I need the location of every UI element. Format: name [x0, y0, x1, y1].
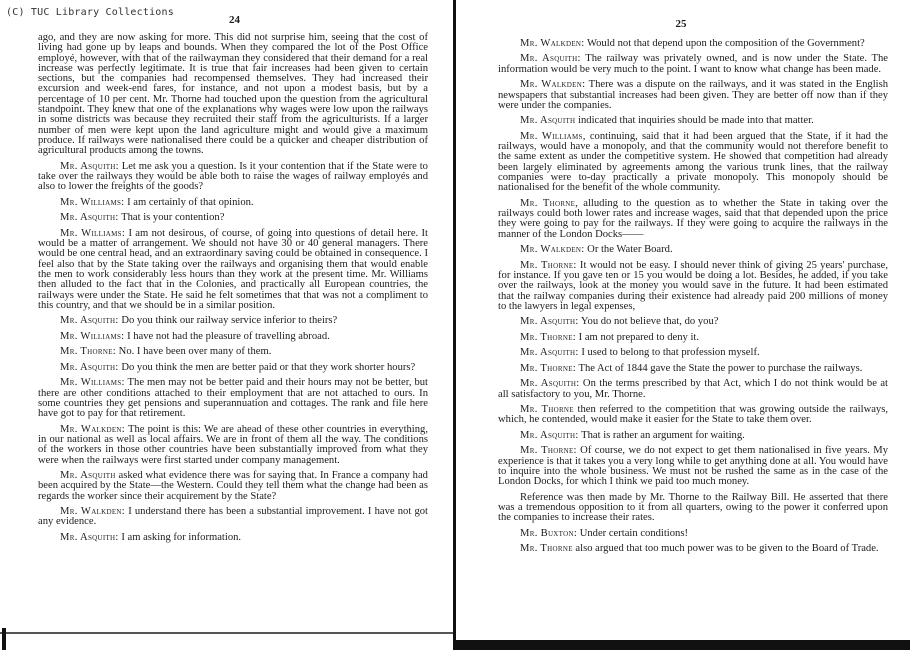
- paragraph-text: I am not prepared to deny it.: [576, 331, 699, 343]
- paragraph-text: I am not desirous, of course, of going into questions of detail here. It would be a matter of arrangement. We should not have 30 or 40 general managers. There would be one central head, and an extraordinary saving could be obtained in consequence. I feel also that by the State taking over the railways and organising them that would enable the men to work considerably less hours than they work at the present time. Mr. Williams then alluded to the fact that in the Colonies, and practically all European countries, the railways were under the State. He said he felt sometimes that that was not a compliment to this country, and that we should be in a similar position.: [38, 227, 428, 311]
- paragraph: [498, 245, 888, 255]
- paragraph: [38, 229, 428, 311]
- paragraph: [498, 333, 888, 343]
- speaker-name: Mr. Williams,: [520, 130, 586, 142]
- paragraph: [498, 544, 888, 554]
- paragraph-text: I understand there has been a substantial improvement. I have not got any evidence.: [38, 506, 428, 528]
- paragraph-text: The Act of 1844 gave the State the power to purchase the railways.: [576, 362, 863, 374]
- paragraph: [498, 493, 888, 524]
- paragraph: [38, 533, 428, 543]
- paragraph-text: There was a dispute on the railways, and it was stated in the English newspapers that substantial increases had been given. They are better off now than if they were under the companies.: [498, 79, 889, 111]
- paragraph-text: Do you think the men are better paid or that they work shorter hours?: [118, 361, 416, 373]
- paragraph: [498, 317, 888, 327]
- paragraph-text: indicated that inquiries should be made into that matter.: [575, 115, 814, 127]
- speaker-name: Mr. Asquith:: [520, 316, 579, 328]
- speaker-name: Mr. Asquith:: [520, 429, 579, 441]
- speaker-name: Mr. Walkden:: [520, 244, 585, 256]
- paragraph-text: That is your contention?: [118, 212, 225, 224]
- speaker-name: Mr. Thorne: [520, 543, 573, 555]
- paragraph-text: alluding to the question as to whether the State in taking over the railways could both lower rates and increase wages, said that that depended upon the price they were going to pay for the railways. If they were going to acquire the railways in the manner of the London Docks——: [498, 197, 888, 240]
- paragraph: [38, 162, 428, 193]
- paragraph-text: ago, and they are now asking for more. This did not surprise him, seeing that the cost of living had gone up by leaps and bounds. When they compared the lot of the Post Office employé, however, with that of the railwayman they considered that their demand for a real increase was perfectly legitimate. It is true that fair increases had been given to certain sections, but the companies had recompensed themselves. They had increased their excursion and week-end fares, for instance, and not upon a modest basis, but by a percentage of 10 per cent. Mr. Thorne had touched upon the question from the agricultural standpoint. They knew that one of the explanations why wages were low upon the railways in some districts was because they recruited their staff from the agriculturists. If a larger number of men were kept upon the land agriculture might and would give a maximum produce. If railways were nationalised there could be a quicker and cheaper distribution of agricultural products among the towns.: [38, 32, 428, 157]
- speaker-name: Mr. Thorne: [520, 404, 574, 416]
- paragraph: [38, 332, 428, 342]
- paragraph-text: I used to belong to that profession myself.: [578, 347, 760, 359]
- paragraph: [498, 39, 888, 49]
- speaker-name: Mr. Asquith:: [60, 361, 119, 373]
- paragraph-text: It would not be easy. I should never think of giving 25 years' purchase, for instance. If you gave ten or 15 you would be doing a lot. Besides, he added, if you take over the railways, look at the money you would save in the future. It had been estimated that the railway companies during their existence had already paid 200 millions of money to the lawyers in legal expenses,: [498, 259, 888, 312]
- speaker-name: Mr. Williams:: [60, 330, 125, 342]
- speaker-name: Mr. Walkden:: [520, 38, 585, 49]
- paragraph: [498, 116, 888, 126]
- paragraph-text: The railway was privately owned, and is now under the State. The information would be very much to the point. I want to know what change has been made.: [498, 53, 888, 75]
- paragraph-text: asked what evidence there was for saying that. In France a company had been acquired by the State—the Western. Could they tell them what the change had been as regards the worker since their acquirement by the State?: [38, 470, 428, 502]
- watermark: (C) TUC Library Collections: [6, 7, 174, 18]
- paragraph-text: continuing, said that it had been argued that the State, if it had the railways, would have a monopoly, and that the community would not therefore benefit to the same extent as under the competitive system. He showed that competition had already been largely eliminated by agreements among the various trunk lines, that the railway companies were to-day practically a private monopoly. This monopoly should be nationalised for the benefit of the whole community.: [498, 130, 888, 194]
- speaker-name: Mr. Asquith:: [520, 378, 580, 390]
- paragraph-text: I am asking for information.: [118, 531, 242, 543]
- paragraph-text: The point is this: We are ahead of these other countries in everything, in our national as well as local affairs. We are in front of them all the way. The conditions of the workers in those other countries have been substantially improved from what they were when the railways were first started under company management.: [38, 423, 428, 466]
- paragraph-text: Do you think our railway service inferior to theirs?: [118, 315, 338, 327]
- paragraph: [38, 507, 428, 528]
- speaker-name: Mr. Thorne:: [520, 259, 577, 271]
- right-page: [456, 0, 910, 640]
- paragraph: [498, 431, 888, 441]
- paragraph: [38, 33, 428, 157]
- paragraph: [38, 378, 428, 419]
- paragraph: [38, 363, 428, 373]
- paragraph: [38, 471, 428, 502]
- paragraph: [38, 198, 428, 208]
- page-edge: [456, 640, 910, 650]
- page-edge: [0, 632, 453, 634]
- right-page-text: [498, 39, 888, 560]
- speaker-name: Mr. Thorne:: [60, 346, 117, 358]
- paragraph-text: I am certainly of that opinion.: [124, 196, 254, 208]
- paragraph-text: Or the Water Board.: [584, 244, 673, 256]
- speaker-name: Mr. Walkden:: [60, 423, 126, 435]
- page-number: 24: [229, 14, 240, 26]
- paragraph: [498, 529, 888, 539]
- paragraph: [498, 132, 888, 194]
- paragraph: [498, 405, 888, 426]
- paragraph-text: No. I have been over many of them.: [116, 346, 272, 358]
- speaker-name: Mr. Asquith:: [520, 53, 581, 65]
- paragraph: [498, 199, 888, 240]
- paragraph-text: On the terms prescribed by that Act, which I do not think would be at all satisfactory to you, Mr. Thorne.: [498, 378, 888, 400]
- paragraph-text: Would not that depend upon the composition of the Government?: [584, 38, 865, 49]
- speaker-name: Mr. Thorne:: [520, 445, 577, 457]
- paragraph: [498, 261, 888, 312]
- paragraph-text: also argued that too much power was to be given to the Board of Trade.: [572, 543, 879, 555]
- left-page: [0, 0, 453, 640]
- speaker-name: Mr. Williams:: [60, 196, 125, 208]
- speaker-name: Mr. Thorne,: [520, 197, 579, 209]
- paragraph: [38, 213, 428, 223]
- paragraph: [498, 54, 888, 75]
- paragraph: [498, 364, 888, 374]
- speaker-name: Mr. Asquith: [520, 115, 576, 127]
- speaker-name: Mr. Thorne:: [520, 331, 577, 343]
- speaker-name: Mr. Walkden:: [520, 79, 586, 91]
- paragraph: [38, 425, 428, 466]
- paragraph-text: Under certain conditions!: [577, 527, 688, 539]
- paragraph: [498, 379, 888, 400]
- speaker-name: Mr. Asquith: [60, 470, 116, 482]
- paragraph-text: I have not had the pleasure of travelling abroad.: [124, 330, 330, 342]
- paragraph-text: Of course, we do not expect to get them nationalised in five years. My experience is that it takes you a very long while to get anything done at all. You would have to inquire into the whole business. We must not be rushed the same as in the case of the London Docks, for which I think we paid too much money.: [498, 445, 888, 488]
- speaker-name: Mr. Walkden:: [60, 506, 126, 518]
- left-page-text: [38, 33, 428, 548]
- paragraph: [38, 316, 428, 326]
- paragraph-text: Reference was then made by Mr. Thorne to the Railway Bill. He asserted that there was a tremendous opposition to it from all quarters, owing to the power it conferred upon the companies to increase their rates.: [498, 491, 888, 524]
- speaker-name: Mr. Asquith:: [60, 160, 119, 172]
- paragraph-text: Let me ask you a question. Is it your contention that if the State were to take over the railways they would be able both to raise the wages of railway employés and also to lower the freights of the goods?: [38, 160, 428, 193]
- paragraph: [498, 446, 888, 487]
- paragraph-text: You do not believe that, do you?: [578, 316, 719, 328]
- paragraph: [38, 347, 428, 357]
- paragraph-text: then referred to the competition that was growing outside the railways, which, he contended, would make it easier for the State to take them over.: [498, 404, 888, 426]
- speaker-name: Mr. Asquith:: [60, 531, 119, 543]
- paragraph-text: The men may not be better paid and their hours may not be better, but there are other conditions attached to their employment that are not attached to ours. In some countries they get pensions and superannuation and cottages. The rank and file here have got to pay for that retirement.: [38, 377, 428, 420]
- speaker-name: Mr. Asquith:: [60, 315, 119, 327]
- page-corner: [2, 628, 6, 650]
- speaker-name: Mr. Buxton:: [520, 527, 578, 539]
- speaker-name: Mr. Williams:: [60, 227, 126, 239]
- paragraph: [498, 348, 888, 358]
- page-number: 25: [675, 18, 687, 30]
- paragraph: [498, 80, 888, 111]
- speaker-name: Mr. Thorne:: [520, 362, 577, 374]
- speaker-name: Mr. Asquith:: [60, 212, 119, 224]
- speaker-name: Mr. Williams:: [60, 377, 125, 389]
- speaker-name: Mr. Asquith:: [520, 347, 579, 359]
- paragraph-text: That is rather an argument for waiting.: [578, 429, 745, 441]
